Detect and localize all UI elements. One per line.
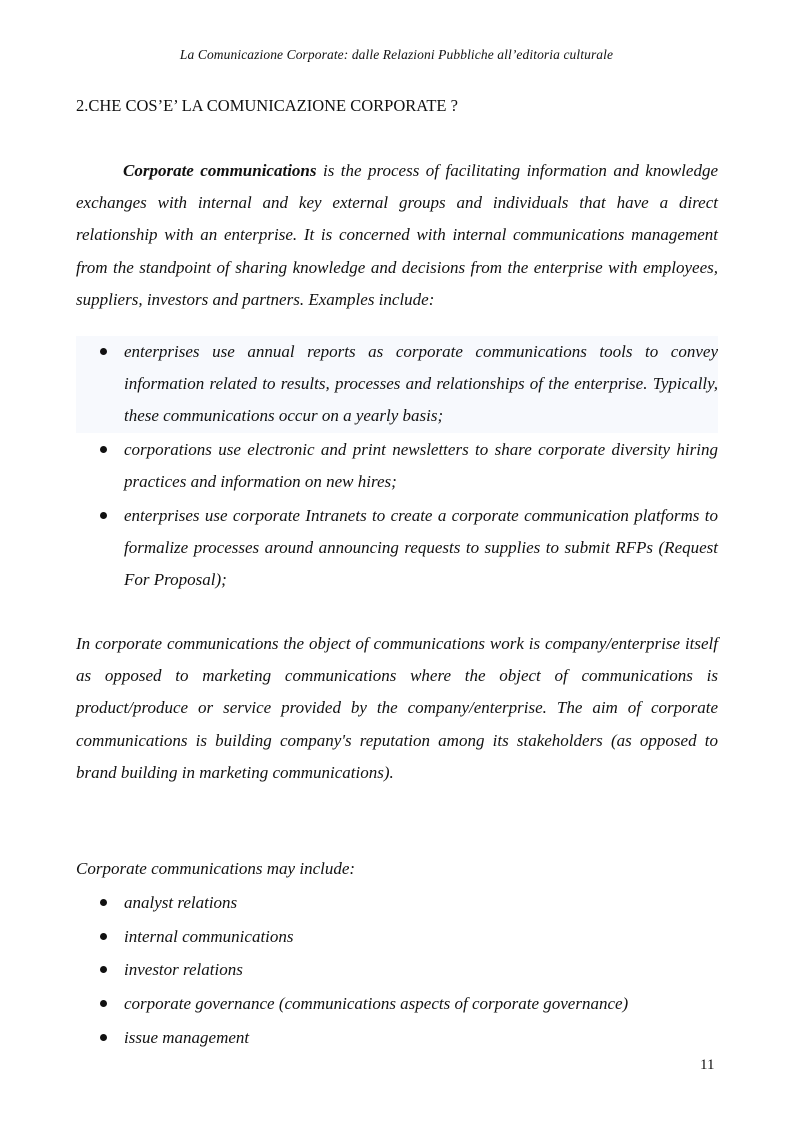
comparison-paragraph: In corporate communications the object of communications work is company/enterprise itself as opposed to marketing communications where the object of communications is product/produce or service provided by the company/enterprise. The aim of corporate communications is building company's reputation among its stakeholders (as opposed to brand building in marketing communications).: [76, 634, 718, 782]
bullet-icon: [100, 446, 107, 453]
intro-paragraph: [76, 155, 718, 316]
includes-intro: Corporate communications may include:: [76, 859, 356, 878]
list-item: [76, 1026, 718, 1050]
list-item-text: corporate governance (communications aspects of corporate governance): [124, 994, 629, 1014]
list-item-text: enterprises use corporate Intranets to create a corporate communication platforms to formalize processes around announcing requests to supplies to submit RFPs (Request For Proposal);: [124, 506, 718, 590]
list-item-text: internal communications: [124, 926, 294, 946]
intro-text: is the process of facilitating information and knowledge exchanges with internal and key external groups and individuals that have a direct relationship with an enterprise. It is concerned with internal communications management from the standpoint of sharing knowledge and decisions from the enterprise with employees, suppliers, investors and partners. Examples include:: [76, 161, 718, 309]
list-item: [76, 958, 718, 982]
list-item-text: investor relations: [124, 960, 243, 980]
includes-list: [76, 891, 718, 1059]
list-item: [76, 891, 718, 915]
list-item-text: enterprises use annual reports as corporate communications tools to convey information related to results, processes and relationships of the enterprise. Typically, these communications occur on a yearly basis;: [124, 342, 718, 426]
section-heading: 2.CHE COS’E’ LA COMUNICAZIONE CORPORATE ?: [76, 96, 458, 115]
page-number: 11: [700, 1057, 715, 1073]
list-item-text: corporations use electronic and print newsletters to share corporate diversity hiring practices and information on new hires;: [124, 440, 718, 492]
bullet-icon: [100, 899, 107, 906]
list-item: [76, 434, 718, 498]
lead-term: Corporate communications: [123, 161, 317, 180]
running-header: La Comunicazione Corporate: dalle Relazioni Pubbliche all’editoria culturale: [179, 47, 614, 62]
list-item: [76, 925, 718, 949]
list-item: [76, 992, 718, 1016]
bullet-icon: [100, 348, 107, 355]
examples-list: [76, 336, 718, 598]
bullet-icon: [100, 1034, 107, 1041]
list-item: [76, 500, 718, 597]
list-item-text: issue management: [124, 1027, 250, 1047]
bullet-icon: [100, 512, 107, 519]
list-item-text: analyst relations: [124, 893, 238, 912]
bullet-icon: [100, 966, 107, 973]
list-item: [76, 336, 718, 433]
bullet-icon: [100, 933, 107, 940]
bullet-icon: [100, 1000, 107, 1007]
